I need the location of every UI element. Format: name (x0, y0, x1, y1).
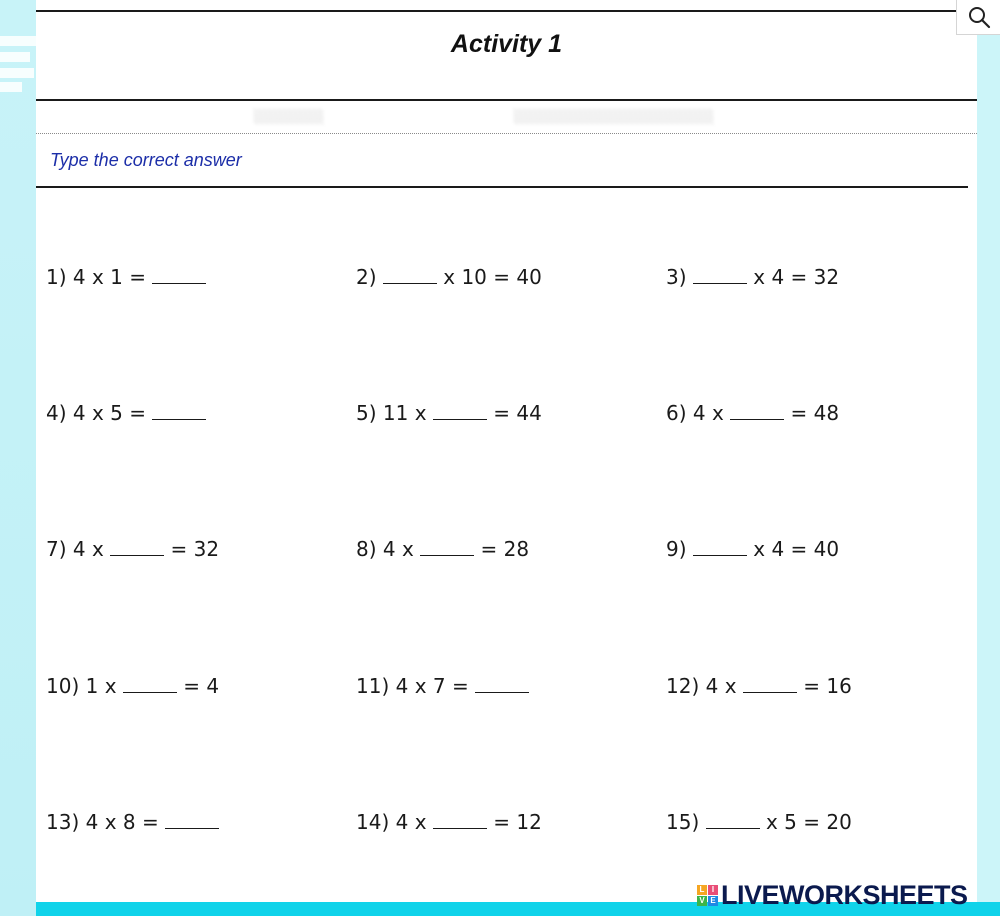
problem-5 (356, 401, 542, 425)
answer-input[interactable] (433, 401, 487, 420)
brand-text: LIVEWORKSHEETS (721, 879, 968, 910)
brand-mark-cell: L (697, 885, 707, 895)
problem-right-text: x 4 = 32 (753, 265, 840, 289)
instruction-text: Type the correct answer (50, 150, 242, 170)
header-rule (36, 99, 977, 101)
right-background-strip (977, 34, 1000, 916)
problem-left-text: 1 x (85, 674, 117, 698)
top-rule (36, 10, 956, 12)
problem-3 (666, 265, 839, 289)
problem-right-text: x 10 = 40 (443, 265, 542, 289)
blur-artifact (0, 36, 36, 46)
problem-number: 10) (46, 674, 80, 698)
problem-4 (46, 401, 206, 425)
blurred-credit: ░░░░░░░ (254, 110, 324, 125)
problem-right-text: x 4 = 40 (753, 537, 840, 561)
answer-input[interactable] (730, 401, 784, 420)
problem-number: 9) (666, 537, 687, 561)
problem-number: 1) (46, 265, 67, 289)
problem-11 (356, 674, 529, 698)
answer-input[interactable] (743, 674, 797, 693)
problem-2 (356, 265, 542, 289)
answer-input[interactable] (475, 674, 529, 693)
search-icon (967, 5, 991, 29)
problem-right-text: = 12 (493, 810, 542, 834)
problem-15 (666, 810, 852, 834)
problem-number: 2) (356, 265, 377, 289)
problem-12 (666, 674, 852, 698)
problem-8 (356, 537, 529, 561)
answer-input[interactable] (152, 401, 206, 420)
problem-number: 7) (46, 537, 67, 561)
brand-mark-cell: E (708, 896, 718, 906)
answer-input[interactable] (433, 810, 487, 829)
problem-number: 8) (356, 537, 377, 561)
problem-1 (46, 265, 206, 289)
problem-right-text: = 28 (480, 537, 530, 561)
problem-right-text: = 44 (493, 401, 542, 425)
answer-input[interactable] (152, 265, 206, 284)
blur-artifact (0, 52, 30, 62)
problem-13 (46, 810, 219, 834)
problem-right-text: = 4 (183, 674, 220, 698)
problem-left-text: 4 x (72, 537, 104, 561)
blurred-credit: ░░░░░░░░░░░░░░░░░░░░ (514, 110, 714, 125)
problem-left-text: 4 x 5 = (72, 401, 147, 425)
problem-left-text: 4 x (382, 537, 414, 561)
problem-14 (356, 810, 542, 834)
problem-right-text: = 48 (790, 401, 840, 425)
brand-mark-cell: I (708, 885, 718, 895)
problem-left-text: 4 x 1 = (72, 265, 147, 289)
problem-right-text: = 32 (170, 537, 220, 561)
problem-right-text: = 16 (803, 674, 852, 698)
brand-mark-cell: V (697, 896, 707, 906)
problem-right-text: x 5 = 20 (765, 810, 852, 834)
instruction-rule (36, 186, 968, 188)
problem-left-text: 4 x (692, 401, 724, 425)
answer-input[interactable] (706, 810, 760, 829)
zoom-button[interactable] (956, 0, 1000, 35)
page-title: Activity 1 (450, 30, 563, 58)
problem-left-text: 4 x (705, 674, 737, 698)
left-background-strip (0, 0, 36, 916)
problem-9 (666, 537, 839, 561)
problem-left-text: 4 x (395, 810, 427, 834)
problem-left-text: 11 x (382, 401, 427, 425)
answer-input[interactable] (123, 674, 177, 693)
problem-6 (666, 401, 839, 425)
problem-number: 12) (666, 674, 700, 698)
problem-number: 4) (46, 401, 67, 425)
brand-logo (697, 880, 968, 910)
answer-input[interactable] (420, 537, 474, 556)
problem-number: 15) (666, 810, 700, 834)
problem-number: 6) (666, 401, 687, 425)
worksheet (36, 0, 977, 902)
problem-7 (46, 537, 219, 561)
problem-number: 13) (46, 810, 80, 834)
answer-input[interactable] (383, 265, 437, 284)
problem-number: 5) (356, 401, 377, 425)
blur-artifact (0, 68, 34, 78)
problem-number: 11) (356, 674, 390, 698)
problem-number: 3) (666, 265, 687, 289)
problem-left-text: 4 x 8 = (85, 810, 159, 834)
dotted-divider (36, 133, 977, 134)
answer-input[interactable] (693, 537, 747, 556)
blur-artifact (0, 82, 22, 92)
brand-mark-icon (697, 885, 718, 906)
problem-left-text: 4 x 7 = (395, 674, 469, 698)
problem-number: 14) (356, 810, 390, 834)
problem-10 (46, 674, 219, 698)
answer-input[interactable] (110, 537, 164, 556)
answer-input[interactable] (693, 265, 747, 284)
answer-input[interactable] (165, 810, 219, 829)
